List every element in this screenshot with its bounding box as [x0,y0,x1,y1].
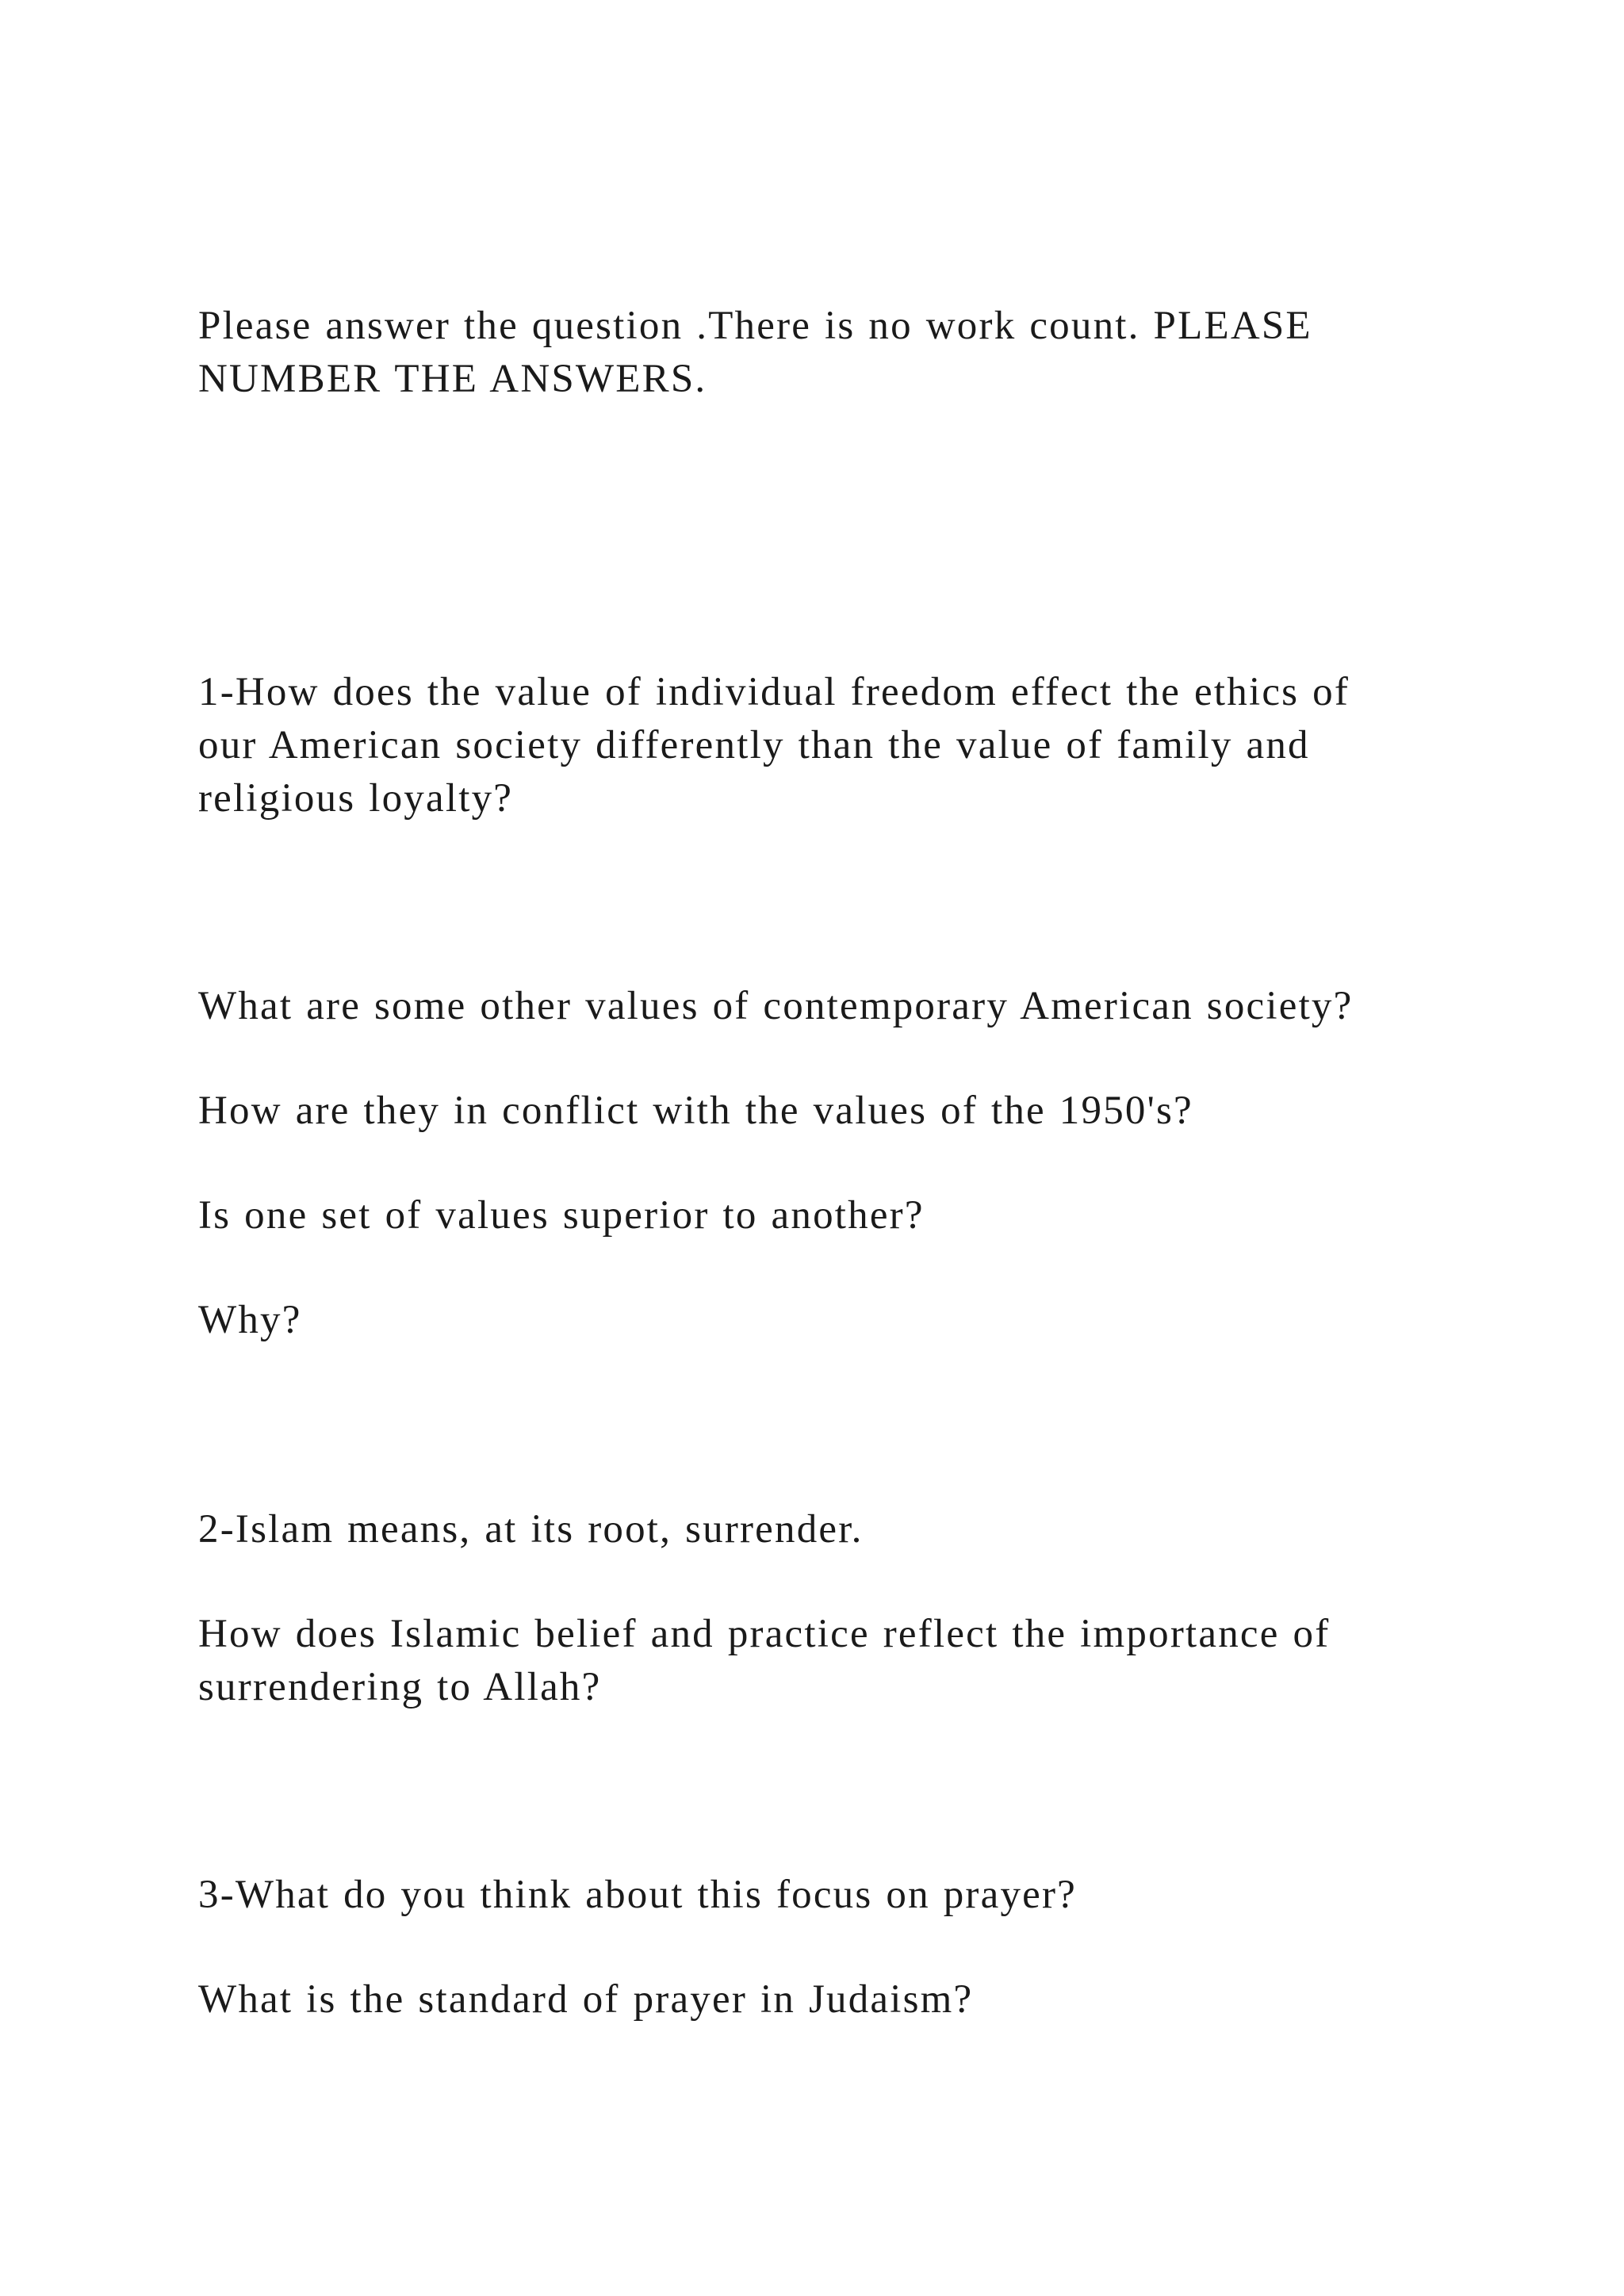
question-2-line-1: How does Islamic belief and practice reflect the importance of [198,1612,1331,1656]
question-1-line-3: religious loyalty? [198,776,514,821]
instructions-line-1: Please answer the question .There is no work count. PLEASE [198,304,1312,348]
question-1-line-1: 1-How does the value of individual freedom effect the ethics of [198,670,1350,714]
instructions-line-2: NUMBER THE ANSWERS. [198,357,707,401]
question-2-paragraph [198,1608,1467,1714]
question-1-paragraph [198,666,1467,825]
question-1-followup-2: How are they in conflict with the values of the 1950's? [198,1089,1193,1133]
question-1-followup-3: Is one set of values superior to another? [198,1193,925,1238]
question-2-line-2: surrendering to Allah? [198,1665,602,1709]
question-1-followup-1: What are some other values of contemporary American society? [198,984,1354,1028]
instructions-paragraph [198,300,1467,406]
question-1-line-2: our American society differently than the value of family and [198,723,1310,767]
question-1-followup-4: Why? [198,1298,302,1342]
question-3-followup: What is the standard of prayer in Judaism? [198,1977,974,2022]
question-3-intro: 3-What do you think about this focus on prayer? [198,1873,1077,1917]
question-2-intro: 2-Islam means, at its root, surrender. [198,1507,864,1552]
